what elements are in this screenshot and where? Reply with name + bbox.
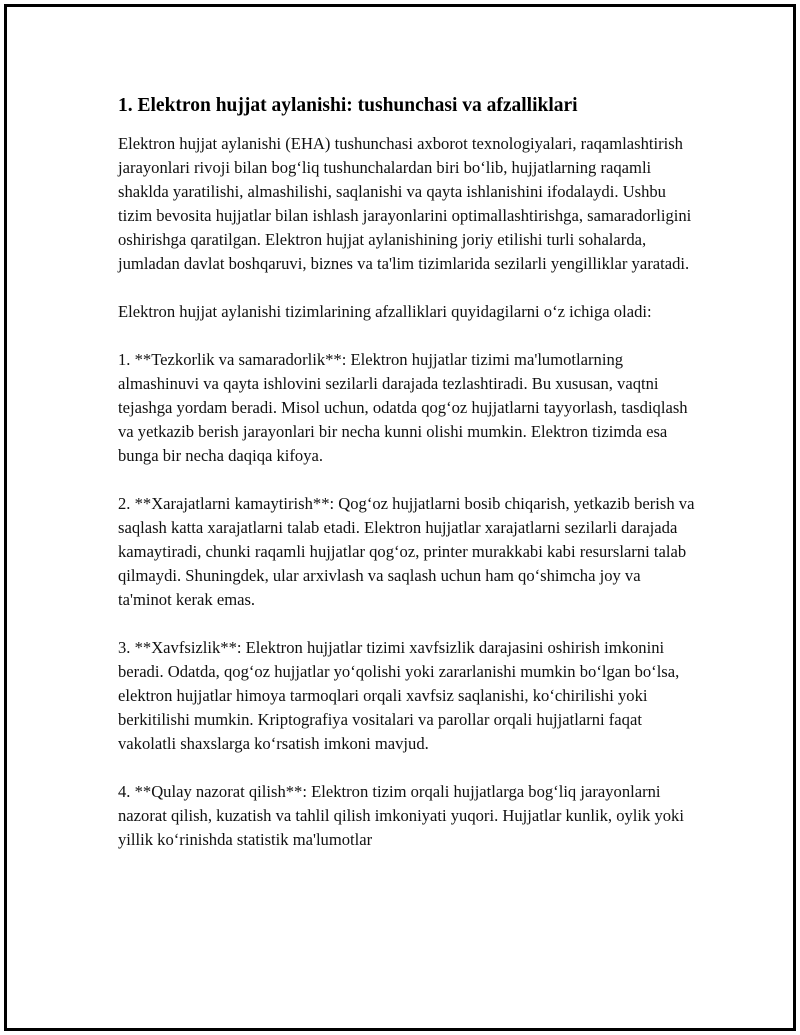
paragraph-advantages-lead: Elektron hujjat aylanishi tizimlarining afzalliklari quyidagilarni o‘z ichiga oladi: bbox=[118, 302, 652, 321]
paragraph-item-3: 3. **Xavfsizlik**: Elektron hujjatlar tizimi xavfsizlik darajasini oshirish imkonini beradi. Odatda, qog‘oz hujjatlar yo‘qolishi yoki zararlanishi mumkin bo‘lgan bo‘lsa, elektron hujjatlar himoya tarmoqlari orqali xavfsiz saqlanishi, ko‘chirilishi yoki berkitilishi mumkin. Kriptografiya vositalari va parollar orqali hujjatlarni faqat vakolatli shaxslarga ko‘rsatish imkoni mavjud. bbox=[118, 638, 680, 753]
document-body bbox=[118, 92, 698, 876]
document-title: 1. Elektron hujjat aylanishi: tushunchasi va afzalliklari bbox=[118, 95, 578, 116]
paragraph-item-4: 4. **Qulay nazorat qilish**: Elektron tizim orqali hujjatlarga bog‘liq jarayonlarni nazorat qilish, kuzatish va tahlil qilish imkoniyati yuqori. Hujjatlar kunlik, oylik yoki yillik ko‘rinishda statistik ma'lumotlar bbox=[118, 782, 684, 849]
paragraph-item-1: 1. **Tezkorlik va samaradorlik**: Elektron hujjatlar tizimi ma'lumotlarning almashinuvi va qayta ishlovini sezilarli darajada tezlashtiradi. Bu xususan, vaqtni tejashga yordam beradi. Misol uchun, odatda qog‘oz hujjatlarni tayyorlash, tasdiqlash va yetkazib berish jarayonlari bir necha kunni olishi mumkin. Elektron tizimda esa bunga bir necha daqiqa kifoya. bbox=[118, 350, 688, 465]
paragraph-intro: Elektron hujjat aylanishi (EHA) tushunchasi axborot texnologiyalari, raqamlashtirish jarayonlari rivoji bilan bog‘liq tushunchalardan biri bo‘lib, hujjatlarning raqamli shaklda yaratilishi, almashilishi, saqlanishi va qayta ishlanishini ifodalaydi. Ushbu tizim bevosita hujjatlar bilan ishlash jarayonlarini optimallashtirishga, samaradorligini oshirishga qaratilgan. Elektron hujjat aylanishining joriy etilishi turli sohalarda, jumladan davlat boshqaruvi, biznes va ta'lim tizimlarida sezilarli yengilliklar yaratadi. bbox=[118, 134, 692, 273]
paragraph-item-2: 2. **Xarajatlarni kamaytirish**: Qog‘oz hujjatlarni bosib chiqarish, yetkazib berish va saqlash katta xarajatlarni talab etadi. Elektron hujjatlar xarajatlarni sezilarli darajada kamaytiradi, chunki raqamli hujjatlar qog‘oz, printer murakkabi kabi resurslarni talab qilmaydi. Shuningdek, ular arxivlash va saqlash uchun ham qo‘shimcha joy va ta'minot kerak emas. bbox=[118, 494, 695, 609]
